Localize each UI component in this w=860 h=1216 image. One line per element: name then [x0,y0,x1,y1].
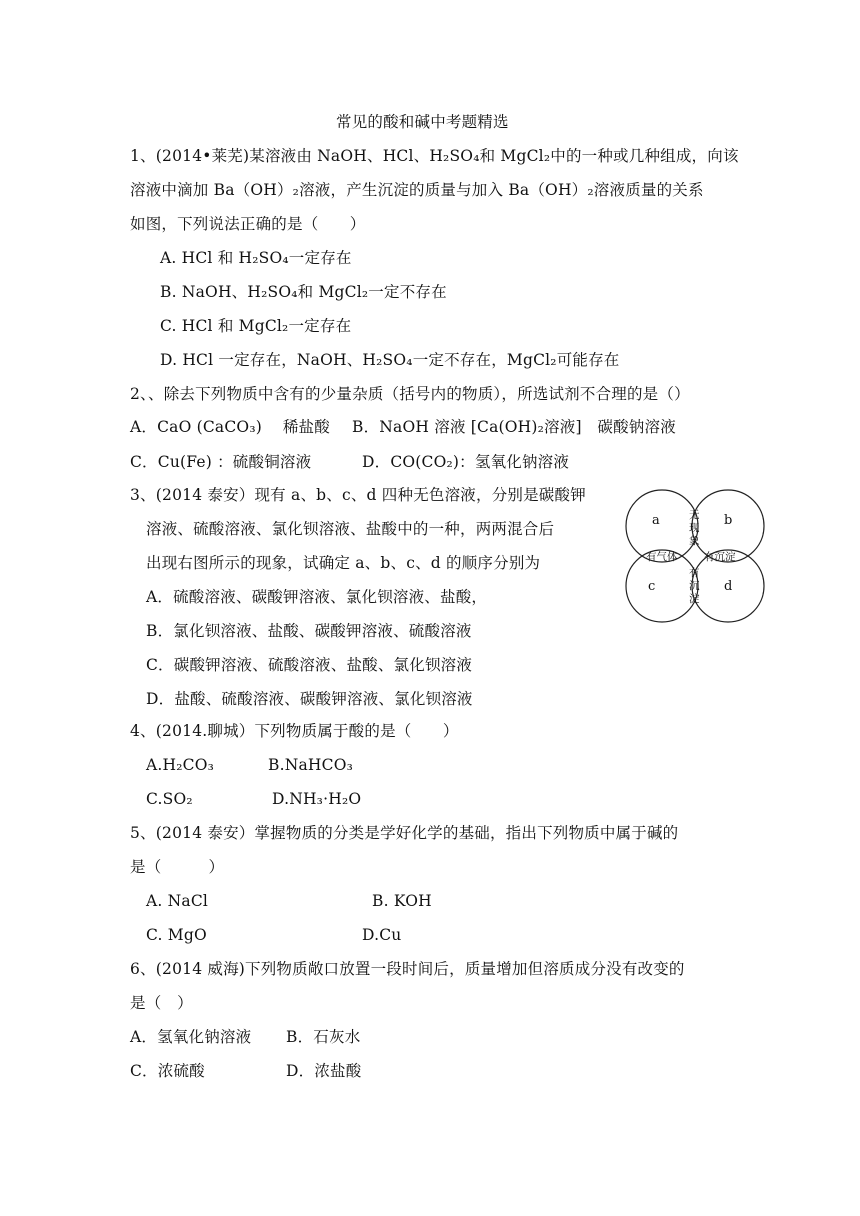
q3-option-c: C．碳酸钾溶液、硫酸溶液、盐酸、氯化钡溶液 [146,656,473,674]
label-left: 有气体 [646,551,678,563]
q3-option-d: D．盐酸、硫酸溶液、碳酸钾溶液、氯化钡溶液 [146,690,473,708]
q3-stem-line3: 出现右图所示的现象，试确定 a、b、c、d 的顺序分别为 [146,554,541,572]
q6-stem-line1: 6、(2014 威海)下列物质敞口放置一段时间后，质量增加但溶质成分没有改变的 [130,960,685,978]
q1-option-a: A. HCl 和 H₂SO₄一定存在 [160,249,352,267]
q4-option-b: B.NaHCO₃ [268,756,354,774]
q4-option-d: D.NH₃·H₂O [272,790,362,808]
q1-stem-line3: 如图，下列说法正确的是（ ） [130,215,366,233]
q2-option-a: A．CaO (CaCO₃) 稀盐酸 [130,418,330,436]
label-c: c [648,579,656,594]
label-top-1: 无 [689,509,700,521]
q1-stem-line2: 溶液中滴加 Ba（OH）₂溶液，产生沉淀的质量与加入 Ba（OH）₂溶液质量的关系 [130,181,704,199]
q3-stem-line1: 3、(2014 泰安）现有 a、b、c、d 四种无色溶液，分别是碳酸钾 [130,486,586,504]
q6-option-c: C．浓硫酸 [130,1062,205,1080]
q1-option-d: D. HCl 一定存在，NaOH、H₂SO₄一定不存在，MgCl₂可能存在 [160,351,620,369]
label-a: a [652,513,660,528]
q1-stem-line1: 1、(2014•莱芜)某溶液由 NaOH、HCl、H₂SO₄和 MgCl₂中的一种或几种组成，向该 [130,147,739,165]
q5-option-b: B. KOH [372,892,432,910]
q1-option-c: C. HCl 和 MgCl₂一定存在 [160,317,352,335]
q5-stem-line1: 5、(2014 泰安）掌握物质的分类是学好化学的基础，指出下列物质中属于碱的 [130,824,679,842]
q5-stem-line2: 是（ ） [130,858,225,876]
q3-option-b: B．氯化钡溶液、盐酸、碳酸钾溶液、硫酸溶液 [146,622,472,640]
label-right: 有沉淀 [704,551,736,563]
q6-option-d: D．浓盐酸 [286,1062,362,1080]
q2-option-d: D．CO(CO₂)：氢氧化钠溶液 [362,453,570,471]
q4-stem: 4、(2014.聊城）下列物质属于酸的是（ ） [130,722,459,740]
q6-stem-line2: 是（ ） [130,994,193,1012]
page-title: 常见的酸和碱中考题精选 [336,113,509,131]
q5-option-d: D.Cu [362,926,402,944]
label-bottom-1: 有 [689,567,700,579]
label-top-2: 现 [689,522,700,534]
q6-option-b: B．石灰水 [286,1028,361,1046]
label-top-3: 象 [689,535,700,547]
label-bottom-3: 淀 [689,593,700,605]
label-d: d [724,579,733,594]
q4-option-c: C.SO₂ [146,790,193,808]
label-b: b [724,513,733,528]
label-bottom-2: 沉 [689,580,700,592]
q2-option-c: C．Cu(Fe) ：硫酸铜溶液 [130,453,312,471]
q2-option-b: B．NaOH 溶液 [Ca(OH)₂溶液] 碳酸钠溶液 [352,418,676,436]
q1-option-b: B. NaOH、H₂SO₄和 MgCl₂一定不存在 [160,283,447,301]
q3-stem-line2: 溶液、硫酸溶液、氯化钡溶液、盐酸中的一种，两两混合后 [146,520,555,538]
q3-option-a: A．硫酸溶液、碳酸钾溶液、氯化钡溶液、盐酸， [146,588,488,606]
q5-option-c: C. MgO [146,926,207,944]
q6-option-a: A．氢氧化钠溶液 [130,1028,252,1046]
q4-option-a: A.H₂CO₃ [146,756,215,774]
q3-venn-diagram [618,488,774,628]
q5-option-a: A. NaCl [146,892,209,910]
q2-stem: 2、、除去下列物质中含有的少量杂质（括号内的物质），所选试剂不合理的是（） [130,385,690,403]
